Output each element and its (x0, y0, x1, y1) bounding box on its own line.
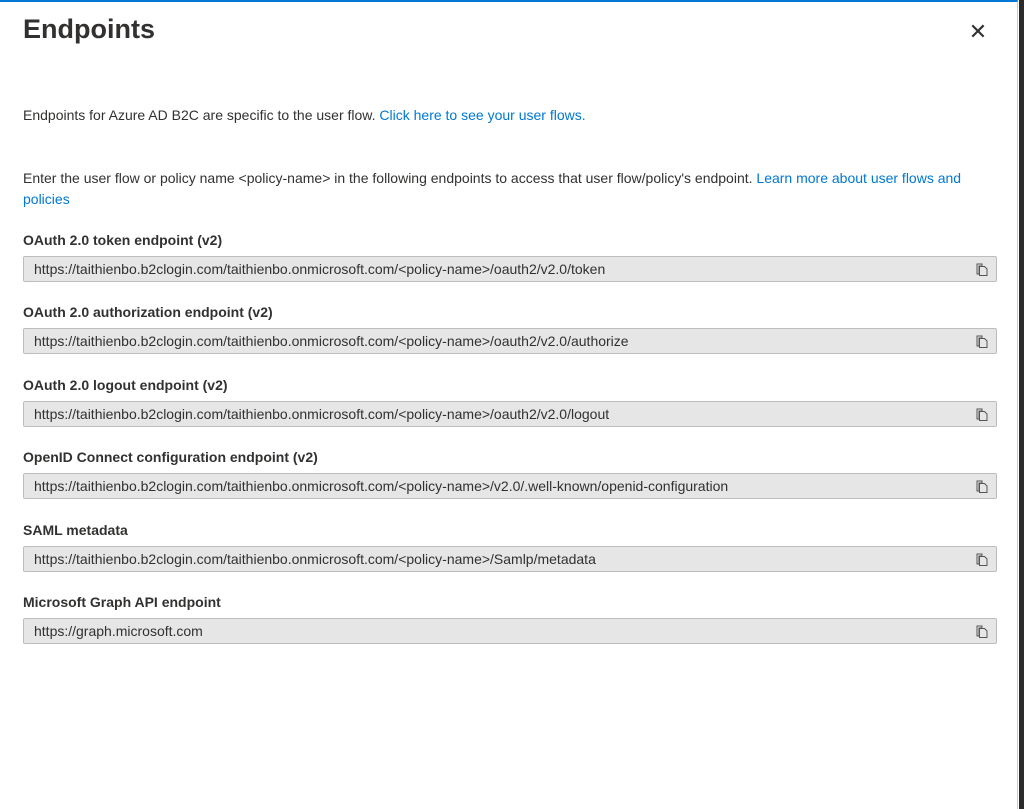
page-title: Endpoints (23, 14, 155, 44)
user-flows-link[interactable]: Click here to see your user flows. (379, 107, 586, 123)
copy-icon[interactable] (976, 263, 988, 276)
copy-icon[interactable] (976, 480, 988, 493)
endpoint-label: OAuth 2.0 authorization endpoint (v2) (23, 304, 273, 321)
intro-text: Endpoints for Azure AD B2C are specific to the user flow. Click here to see your user flows. (23, 107, 586, 123)
copy-icon[interactable] (976, 625, 988, 638)
copy-icon[interactable] (976, 553, 988, 566)
endpoint-field[interactable] (23, 256, 997, 282)
endpoint-value: https://taithienbo.b2clogin.com/taithienbo.onmicrosoft.com/<policy-name>/v2.0/.well-known/openid-configuration (34, 478, 729, 495)
endpoint-field[interactable] (23, 618, 997, 644)
endpoint-field[interactable] (23, 401, 997, 427)
copy-icon[interactable] (976, 335, 988, 348)
endpoint-field[interactable] (23, 328, 997, 354)
endpoint-value: https://taithienbo.b2clogin.com/taithienbo.onmicrosoft.com/<policy-name>/oauth2/v2.0/logout (34, 405, 610, 422)
endpoint-label: OpenID Connect configuration endpoint (v2) (23, 449, 318, 466)
close-button[interactable] (966, 20, 990, 44)
close-icon: ✕ (968, 19, 988, 44)
copy-icon[interactable] (976, 408, 988, 421)
background-window-edge (1019, 0, 1024, 809)
endpoint-field[interactable] (23, 546, 997, 572)
endpoint-value: https://graph.microsoft.com (34, 623, 203, 639)
endpoint-label: SAML metadata (23, 521, 128, 538)
endpoint-value: https://taithienbo.b2clogin.com/taithienbo.onmicrosoft.com/<policy-name>/oauth2/v2.0/token (34, 261, 606, 277)
endpoint-label: OAuth 2.0 logout endpoint (v2) (23, 376, 228, 393)
endpoint-label: OAuth 2.0 token endpoint (v2) (23, 232, 223, 248)
endpoint-field[interactable] (23, 473, 997, 499)
endpoint-value: https://taithienbo.b2clogin.com/taithienbo.onmicrosoft.com/<policy-name>/Samlp/metadata (34, 550, 596, 567)
endpoint-value: https://taithienbo.b2clogin.com/taithienbo.onmicrosoft.com/<policy-name>/oauth2/v2.0/authorize (34, 333, 629, 350)
learn-more-link[interactable]: Learn more about user flows and policies (23, 170, 962, 207)
instructions-text: Enter the user flow or policy name <policy-name> in the following endpoints to access that user flow/policy's endpoint. Learn more about user flows and policies (23, 170, 962, 207)
endpoint-label: Microsoft Graph API endpoint (23, 594, 221, 610)
